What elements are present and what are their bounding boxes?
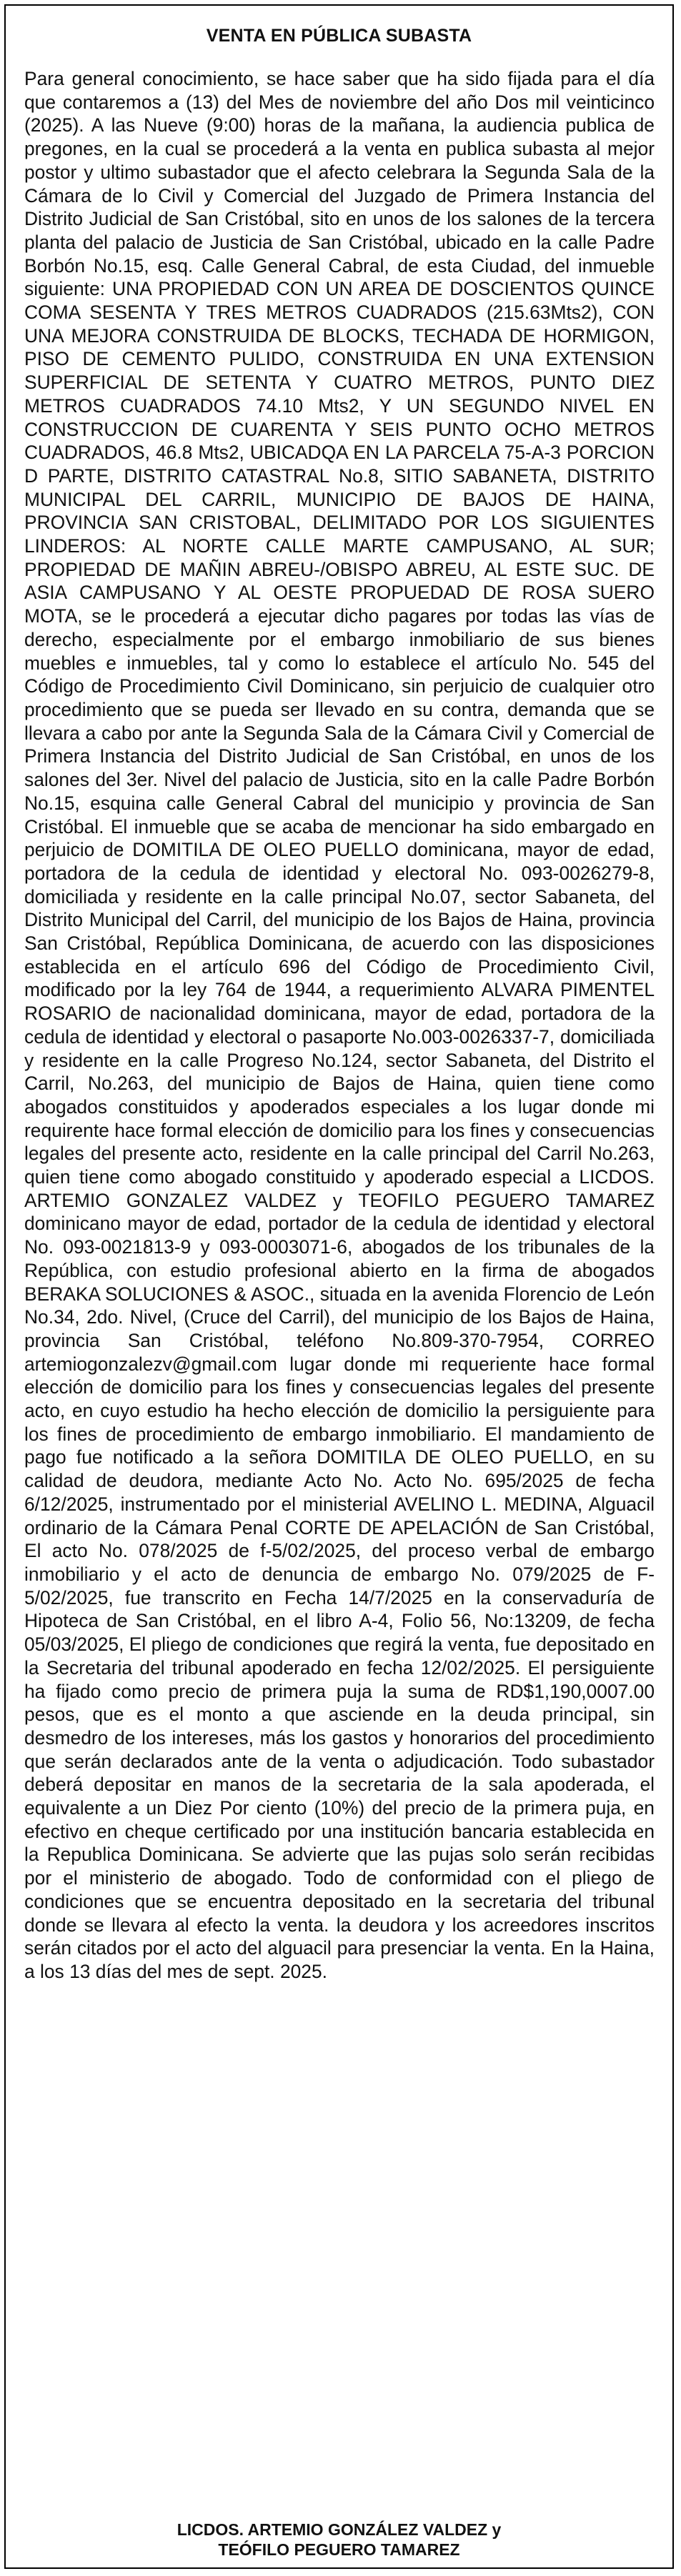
notice-body-text: Para general conocimiento, se hace saber que ha sido fijada para el día que contaremos a (13) del Mes de noviembre del año Dos mil veinticinco (2025). A las Nueve (9:00) horas de la mañana, la audiencia publica de pregones, en la cual se procederá a la venta en publica subasta al mejor postor y ultimo subastador que el afecto celebrara la Segunda Sala de la Cámara de lo Civil y Comercial del Juzgado de Primera Instancia del Distrito Judicial de San Cristóbal, sito en unos de los salones de la tercera planta del palacio de Justicia de San Cristóbal, ubicado en la calle Padre Borbón No.15, esq. Calle General Cabral, de esta Ciudad, del inmueble siguiente: UNA PROPIEDAD CON UN AREA DE DOSCIENTOS QUINCE COMA SESENTA Y TRES METROS CUADRADOS (215.63Mts2), CON UNA MEJORA CONSTRUIDA DE BLOCKS, TECHADA DE HORMIGON, PISO DE CEMENTO PULIDO, CONSTRUIDA EN UNA EXTENSION SUPERFICIAL DE SETENTA Y CUATRO METROS, PUNTO DIEZ METROS CUADRADOS 74.10 Mts2, Y UN SEGUNDO NIVEL EN CONSTRUCCION DE CUARENTA Y SEIS PUNTO OCHO METROS CUADRADOS, 46.8 Mts2, UBICADQA EN LA PARCELA 75-A-3 PORCION D PARTE, DISTRITO CATASTRAL No.8, SITIO SABANETA, DISTRITO MUNICIPAL DEL CARRIL, MUNICIPIO DE BAJOS DE HAINA, PROVINCIA SAN CRISTOBAL, DELIMITADO POR LOS SIGUIENTES LINDEROS: AL NORTE CALLE MARTE CAMPUSANO, AL SUR; PROPIEDAD DE MAÑIN ABREU-/OBISPO ABREU, AL ESTE SUC. DE ASIA CAMPUSANO Y AL OESTE PROPUEDAD DE ROSA SUERO MOTA, se le procederá a ejecutar dicho pagares por todas las vías de derecho, especialmente por el embargo inmobiliario de sus bienes muebles e inmuebles, tal y como lo establece el artículo No. 545 del Código de Procedimiento Civil Dominicano, sin perjuicio de cualquier otro procedimiento que se pueda ser llevado en su contra, demanda que se llevara a cabo por ante la Segunda Sala de la Cámara Civil y Comercial de Primera Instancia del Distrito Judicial de San Cristóbal, en unos de los salones del 3er. Nivel del palacio de Justicia, sito en la calle Padre Borbón No.15, esquina calle General Cabral del municipio y provincia de San Cristóbal. El inmueble que se acaba de mencionar ha sido embargado en perjuicio de DOMITILA DE OLEO PUELLO dominicana, mayor de edad, portadora de la cedula de identidad y electoral No. 093-0026279-8, domiciliada y residente en la calle principal No.07, sector Sabaneta, del Distrito Municipal del Carril, del municipio de los Bajos de Haina, provincia San Cristóbal, República Dominicana, de acuerdo con las disposiciones establecida en el artículo 696 del Código de Procedimiento Civil, modificado por la ley 764 de 1944, a requerimiento ALVARA PIMENTEL ROSARIO de nacionalidad dominicana, mayor de edad, portadora de la cedula de identidad y electoral o pasaporte No.003-0026337-7, domiciliada y residente en la calle Progreso No.124, sector Sabaneta, del Distrito el Carril, No.263, del municipio de Bajos de Haina, quien tiene como abogados constituidos y apoderados especiales a los lugar donde mi requirente hace formal elección de domicilio para los fines y consecuencias legales del presente acto, residente en la calle principal del Carril No.263, quien tiene como abogado constituido y apoderado especial a LICDOS. ARTEMIO GONZALEZ VALDEZ y TEOFILO PEGUERO TAMAREZ dominicano mayor de edad, portador de la cedula de identidad y electoral No. 093-0021813-9 y 093-0003071-6, abogados de los tribunales de la República, con estudio profesional abierto en la firma de abogados BERAKA SOLUCIONES & ASOC., situada en la avenida Florencio de León No.34, 2do. Nivel, (Cruce del Carril), del municipio de los Bajos de Haina, provincia San Cristóbal, teléfono No.809-370-7954, CORREO artemiogonzalezv@gmail.com lugar donde mi requeriente hace formal elección de domicilio para los fines y consecuencias legales del presente acto, en cuyo estudio ha hecho elección de domicilio la persiguiente para los fines de procedimiento de embargo inmobiliario. El mandamiento de pago fue notificado a la señora DOMITILA DE OLEO PUELLO, en su calidad de deudora, mediante Acto No. Acto No. 695/2025 de fecha 6/12/2025, instrumentado por el ministerial AVELINO L. MEDINA, Alguacil ordinario de la Cámara Penal CORTE DE APELACIÓN de San Cristóbal, El acto No. 078/2025 de f-5/02/2025, del proceso verbal de embargo inmobiliario y el acto de denuncia de embargo No. 079/2025 de F-5/02/2025, fue transcrito en Fecha 14/7/2025 en la conservaduría de Hipoteca de San Cristóbal, en el libro A-4, Folio 56, No:13209, de fecha 05/03/2025, El pliego de condiciones que regirá la venta, fue depositado en la Secretaria del tribunal apoderado en fecha 12/02/2025. El persiguiente ha fijado como precio de primera puja la suma de RD$1,190,0007.00 pesos, que es el monto a que asciende en la deuda principal, sin desmedro de los intereses, más los gastos y honorarios del procedimiento que serán declarados ante de la venta o adjudicación. Todo subastador deberá depositar en manos de la secretaria de la sala apoderada, el equivalente a un Diez Por ciento (10%) del precio de la primera puja, en efectivo en cheque certificado por una institución bancaria establecida en la Republica Dominicana. Se advierte que las pujas solo serán recibidas por el ministerio de abogado. Todo de conformidad con el pliego de condiciones que se encuentra depositado en la secretaria del tribunal donde se llevara al efecto la venta. la deudora y los acreedores inscritos serán citados por el acto del alguacil para presenciar la venta. En la Haina, a los 13 días del mes de sept. 2025.: [24, 68, 655, 1982]
signature-line-2: TEÓFILO PEGUERO TAMAREZ: [218, 2540, 460, 2559]
legal-notice-frame: [4, 4, 674, 2569]
signature-line-1: LICDOS. ARTEMIO GONZÁLEZ VALDEZ y: [177, 2520, 502, 2539]
notice-title: VENTA EN PÚBLICA SUBASTA: [206, 26, 472, 46]
notice-signature: [6, 2520, 672, 2560]
